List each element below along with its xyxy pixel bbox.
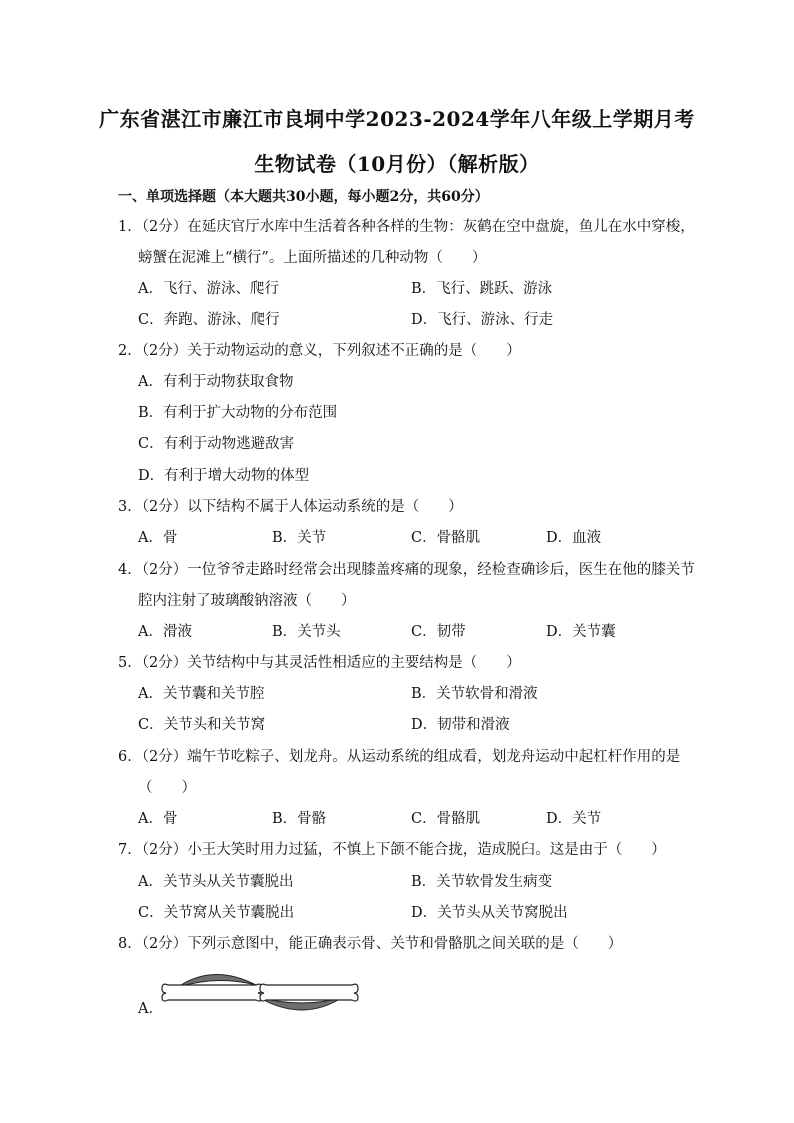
question-2-option-a: A．有利于动物获取食物 <box>138 374 294 390</box>
question-7-stem: 7．（2分）小王大笑时用力过猛，不慎上下颌不能合拢，造成脱臼。这是由于（ ） <box>118 842 666 858</box>
question-6-option-c: C．骨骼肌 <box>411 811 481 827</box>
document-subtitle: 生物试卷（10月份）（解析版） <box>254 152 540 176</box>
question-6-stem: 6．（2分）端午节吃粽子、划龙舟。从运动系统的组成看，划龙舟运动中起杠杆作用的是 <box>118 749 681 765</box>
document-title: 广东省湛江市廉江市良垌中学2023-2024学年八年级上学期月考 <box>99 107 695 131</box>
question-1-option-d: D．飞行、游泳、行走 <box>411 312 554 328</box>
question-7-option-c: C．关节窝从关节囊脱出 <box>138 905 295 921</box>
question-5-option-c: C．关节头和关节窝 <box>138 717 266 733</box>
question-6-stem-cont: （ ） <box>138 780 196 796</box>
question-8-stem: 8．（2分）下列示意图中，能正确表示骨、关节和骨骼肌之间关联的是（ ） <box>118 936 623 952</box>
question-7-option-a: A．关节头从关节囊脱出 <box>138 874 294 890</box>
question-8-option-a: A． <box>138 1001 163 1017</box>
question-4-option-a: A．滑液 <box>138 624 192 640</box>
question-1-option-b: B．飞行、跳跃、游泳 <box>411 281 553 297</box>
question-5-option-a: A．关节囊和关节腔 <box>138 686 265 702</box>
question-6-option-d: D．关节 <box>546 811 602 827</box>
question-2-option-d: D．有利于增大动物的体型 <box>138 468 310 484</box>
question-1-stem-cont: 螃蟹在泥滩上“横行”。上面所描述的几种动物（ ） <box>138 250 487 266</box>
question-3-stem: 3．（2分）以下结构不属于人体运动系统的是（ ） <box>118 499 463 515</box>
question-1-option-a: A．飞行、游泳、爬行 <box>138 281 279 297</box>
question-4-stem-cont: 腔内注射了玻璃酸钠溶液（ ） <box>138 593 356 609</box>
question-2-option-b: B．有利于扩大动物的分布范围 <box>138 405 338 421</box>
question-4-option-b: B．关节头 <box>272 624 341 640</box>
question-2-stem: 2．（2分）关于动物运动的意义，下列叙述不正确的是（ ） <box>118 343 521 359</box>
question-3-option-d: D．血液 <box>546 530 602 546</box>
question-5-option-b: B．关节软骨和滑液 <box>411 686 538 702</box>
question-1-option-c: C．奔跑、游泳、爬行 <box>138 312 280 328</box>
bone-joint-muscle-diagram <box>138 965 378 1015</box>
question-7-option-d: D．关节头从关节窝脱出 <box>411 905 568 921</box>
left-bone-shape <box>162 984 262 1001</box>
question-7-option-b: B．关节软骨发生病变 <box>411 874 553 890</box>
question-3-option-a: A．骨 <box>138 530 178 546</box>
question-6-option-b: B．骨骼 <box>272 811 327 827</box>
question-1-stem: 1．（2分）在延庆官厅水库中生活着各种各样的生物：灰鹤在空中盘旋，鱼儿在水中穿梭， <box>118 219 695 235</box>
section-heading: 一、单项选择题（本大题共30小题，每小题2分，共60分） <box>118 189 489 205</box>
question-5-option-d: D．韧带和滑液 <box>411 717 510 733</box>
question-2-option-c: C．有利于动物逃避敌害 <box>138 436 295 452</box>
question-4-option-d: D．关节囊 <box>546 624 616 640</box>
question-5-stem: 5．（2分）关节结构中与其灵活性相适应的主要结构是（ ） <box>118 655 521 671</box>
question-4-stem: 4．（2分）一位爷爷走路时经常会出现膝盖疼痛的现象，经检查确诊后，医生在他的膝关节 <box>118 562 695 578</box>
right-bone-shape <box>260 984 358 1001</box>
question-6-option-a: A．骨 <box>138 811 178 827</box>
question-3-option-c: C．骨骼肌 <box>411 530 481 546</box>
question-3-option-b: B．关节 <box>272 530 327 546</box>
question-4-option-c: C．韧带 <box>411 624 466 640</box>
